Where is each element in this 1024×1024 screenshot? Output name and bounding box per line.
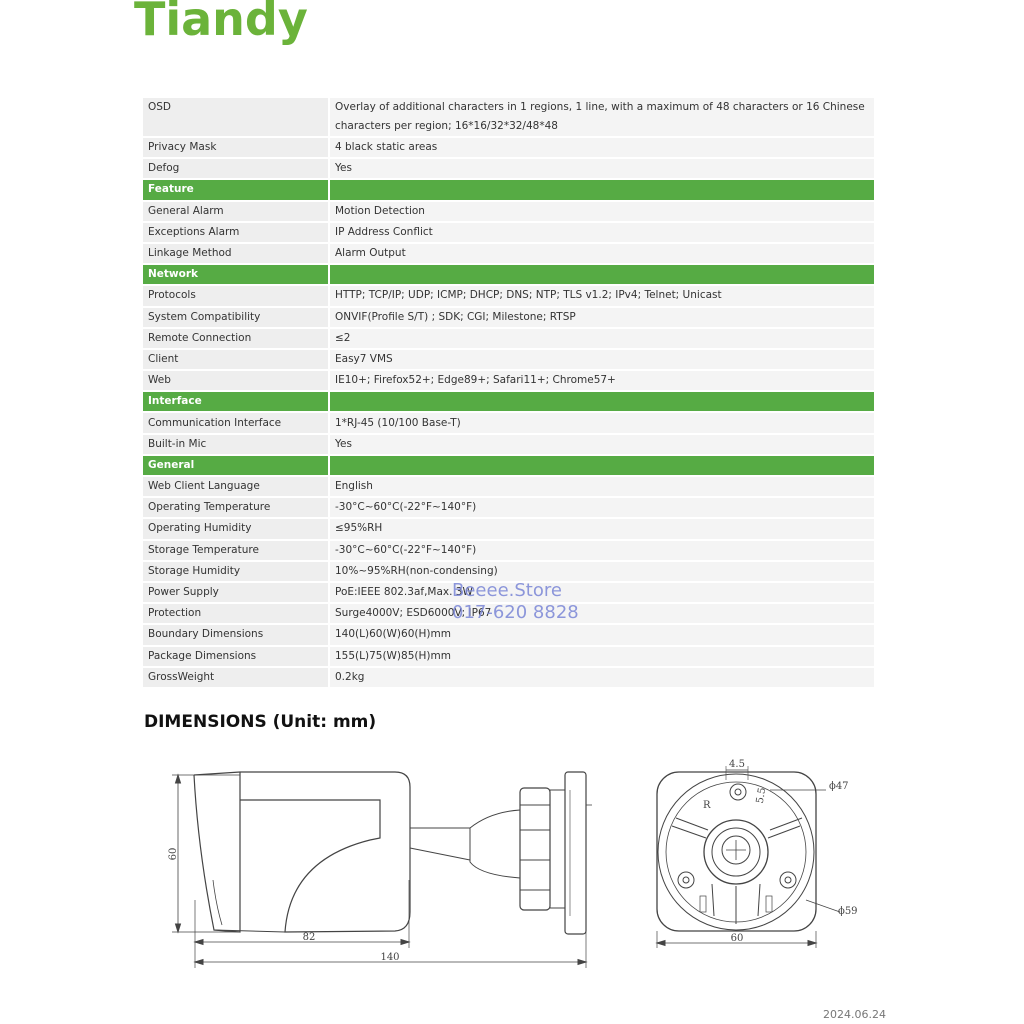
spec-key: Storage Humidity — [143, 562, 330, 581]
spec-key: Boundary Dimensions — [143, 625, 330, 644]
spec-value: Yes — [330, 435, 874, 454]
spec-key: Built-in Mic — [143, 435, 330, 454]
base-side-label: 5.5 — [754, 786, 769, 805]
side-body-length-label: 82 — [302, 932, 316, 943]
spec-value: Surge4000V; ESD6000V; IP67 — [330, 604, 874, 623]
spec-key: Package Dimensions — [143, 647, 330, 666]
spec-key: Communication Interface — [143, 413, 330, 432]
spec-key: Defog — [143, 159, 330, 178]
spec-key: Protocols — [143, 286, 330, 305]
spec-key: System Compatibility — [143, 308, 330, 327]
spec-key: Client — [143, 350, 330, 369]
spec-key: Linkage Method — [143, 244, 330, 263]
base-view-drawing — [657, 766, 840, 948]
spec-key: OSD — [143, 98, 330, 136]
spec-key: Power Supply — [143, 583, 330, 602]
spec-key: Privacy Mask — [143, 138, 330, 157]
base-top-label: 4.5 — [729, 759, 745, 770]
spec-key: Operating Humidity — [143, 519, 330, 538]
spec-value: IP Address Conflict — [330, 223, 874, 242]
spec-value: Yes — [330, 159, 874, 178]
dimensions-title: DIMENSIONS (Unit: mm) — [144, 712, 377, 732]
spec-key: Exceptions Alarm — [143, 223, 330, 242]
section-title: Feature — [143, 180, 330, 199]
spec-value: ≤95%RH — [330, 519, 874, 538]
spec-value: ONVIF(Profile S/T) ; SDK; CGI; Milestone; RTSP — [330, 308, 874, 327]
spec-value: English — [330, 477, 874, 496]
spec-value: IE10+; Firefox52+; Edge89+; Safari11+; Chrome57+ — [330, 371, 874, 390]
spec-value: HTTP; TCP/IP; UDP; ICMP; DHCP; DNS; NTP; TLS v1.2; IPv4; Telnet; Unicast — [330, 286, 874, 305]
spec-key: Web Client Language — [143, 477, 330, 496]
spec-key: Web — [143, 371, 330, 390]
spec-value: 140(L)60(W)60(H)mm — [330, 625, 874, 644]
spec-key: GrossWeight — [143, 668, 330, 687]
side-total-length-label: 140 — [380, 952, 400, 963]
spec-value: 10%~95%RH(non-condensing) — [330, 562, 874, 581]
spec-value: PoE:IEEE 802.3af,Max. 3W — [330, 583, 874, 602]
spec-value: Easy7 VMS — [330, 350, 874, 369]
spec-key: General Alarm — [143, 202, 330, 221]
spec-value: Motion Detection — [330, 202, 874, 221]
base-hole-label: ϕ47 — [829, 781, 849, 792]
base-outer-label: ϕ59 — [838, 906, 858, 917]
spec-value: 155(L)75(W)85(H)mm — [330, 647, 874, 666]
spec-value: -30°C~60°C(-22°F~140°F) — [330, 541, 874, 560]
watermark-phone: 017-620 8828 — [452, 602, 579, 623]
section-title: Network — [143, 265, 330, 284]
footer-date: 2024.06.24 — [823, 1008, 886, 1021]
spec-key: Operating Temperature — [143, 498, 330, 517]
spec-value: 4 black static areas — [330, 138, 874, 157]
spec-key: Remote Connection — [143, 329, 330, 348]
spec-value: Alarm Output — [330, 244, 874, 263]
base-width-label: 60 — [730, 933, 744, 944]
section-title: General — [143, 456, 330, 475]
spec-value: ≤2 — [330, 329, 874, 348]
spec-key: Storage Temperature — [143, 541, 330, 560]
spec-key: Protection — [143, 604, 330, 623]
watermark-store-name: Beeee.Store — [452, 580, 562, 601]
spec-value: 1*RJ-45 (10/100 Base-T) — [330, 413, 874, 432]
base-r-mark: R — [703, 800, 711, 811]
tiandy-logo: Tiandy — [134, 0, 308, 46]
section-title: Interface — [143, 392, 330, 411]
spec-value: 0.2kg — [330, 668, 874, 687]
store-watermark — [452, 580, 579, 624]
spec-value: -30°C~60°C(-22°F~140°F) — [330, 498, 874, 517]
side-height-label: 60 — [168, 847, 179, 861]
spec-value: Overlay of additional characters in 1 regions, 1 line, with a maximum of 48 characters or 16 Chinese characters per region; 16*16/32*32/48*48 — [330, 98, 874, 136]
side-view-drawing — [172, 772, 592, 968]
